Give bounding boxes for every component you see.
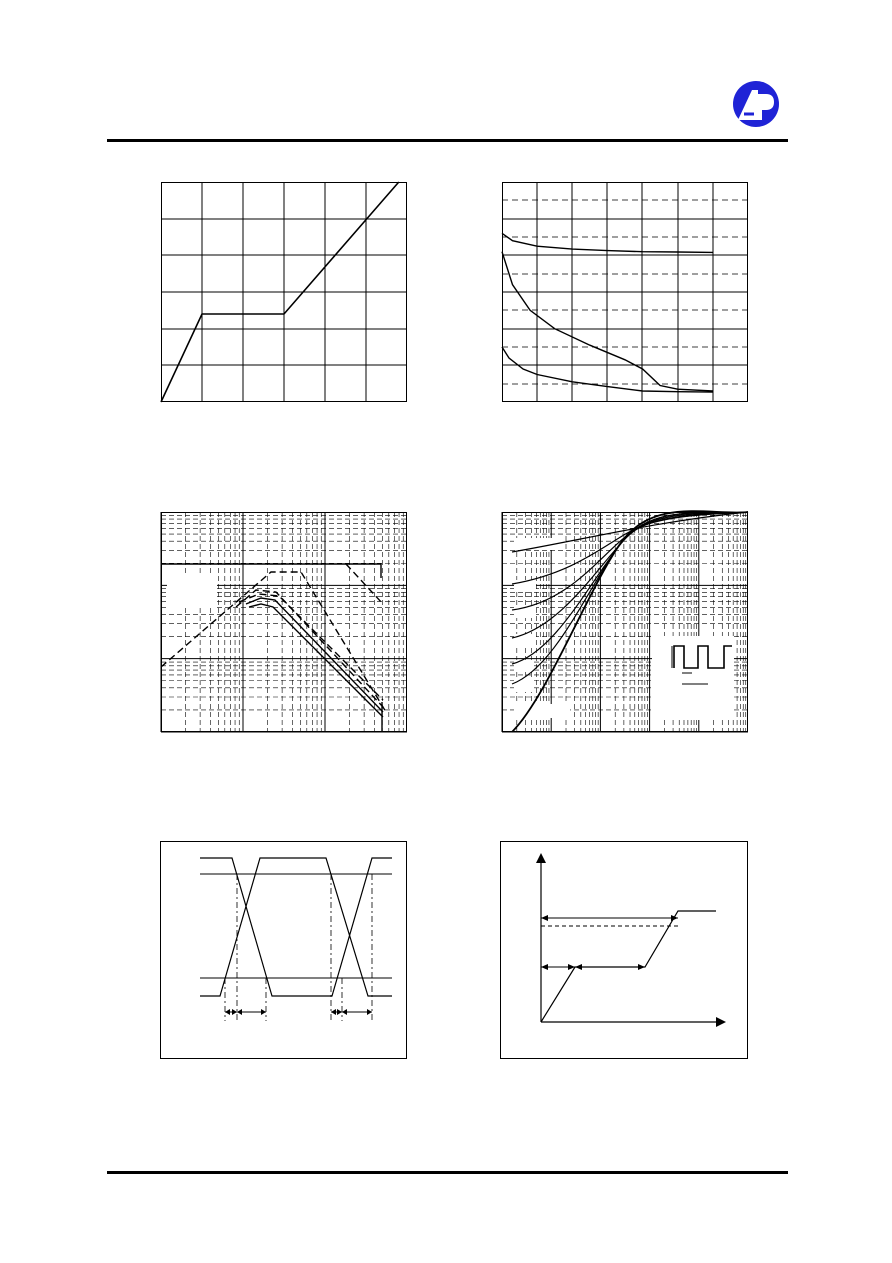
figure-gate-charge-waveform xyxy=(500,841,748,1059)
gate-charge-waveform-diagram xyxy=(500,841,748,1059)
thermal-response-chart xyxy=(502,512,748,732)
figure-gate-charge xyxy=(161,182,407,402)
soa-label-box xyxy=(167,574,217,608)
soa-curve-100us xyxy=(246,598,383,712)
vgs-waveform xyxy=(200,858,392,996)
figure-switching-waveform xyxy=(160,841,407,1059)
switching-waveform-diagram xyxy=(160,841,407,1059)
ap-logo-icon xyxy=(732,80,780,128)
soa-chart xyxy=(161,512,407,732)
company-logo xyxy=(732,80,780,128)
capacitance-chart xyxy=(502,182,748,402)
gate-charge-chart xyxy=(161,182,407,402)
figure-thermal-response xyxy=(502,512,748,732)
soa-curve-10us xyxy=(249,604,383,717)
figure-safe-operating-area xyxy=(161,512,407,732)
footer-rule xyxy=(107,1171,788,1174)
figure-capacitance xyxy=(502,182,748,402)
charge-arrows xyxy=(541,918,678,967)
header-rule xyxy=(107,139,788,142)
soa-curve-100ms xyxy=(346,564,383,604)
vds-waveform xyxy=(200,858,392,996)
